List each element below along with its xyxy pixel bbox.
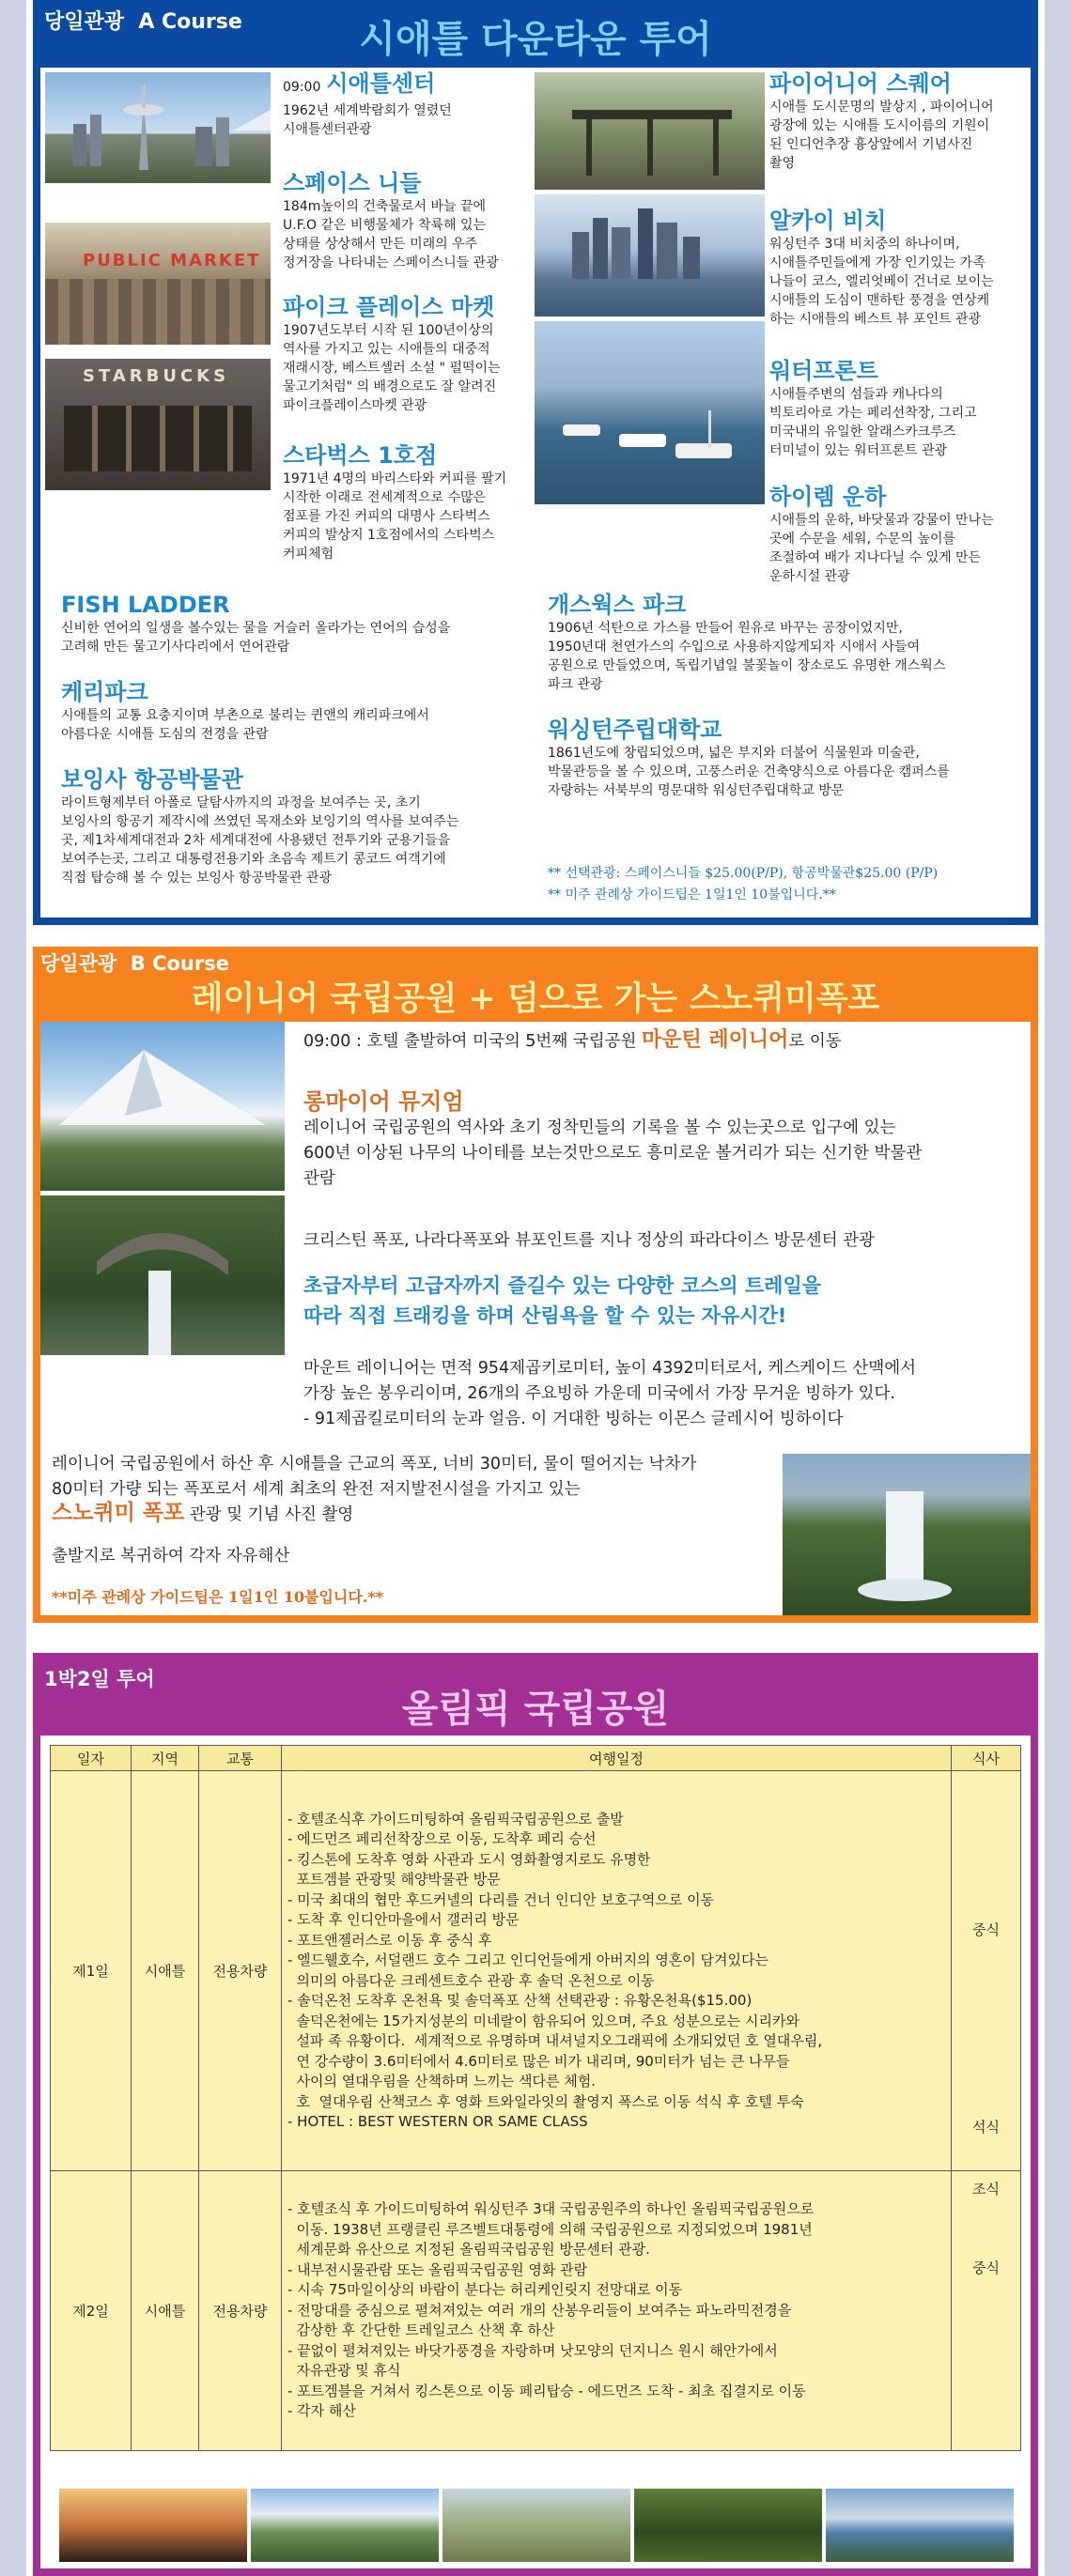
b-course-badge: 당일관광 B Course [40, 952, 229, 975]
day2-meal-breakfast: 조식 [972, 2181, 1000, 2198]
schedule-line: 세계문화 유산으로 지정된 올림픽국립공원 방문센터 관광. [287, 2241, 650, 2259]
kerry-park-desc: 시애틀의 교통 요충지이며 부촌으로 불리는 퀸앤의 캐리파크에서 아름다운 시애틀 도심의 전경을 관람 [61, 708, 429, 742]
uw-desc: 1861년도에 창립되었으며, 넓은 부지와 더불어 식물원과 미술관, 박물관등을 볼 수 있으며, 고풍스러운 건축양식으로 아름다운 캠퍼스를 자랑하는 서북부의 명문대학 워싱턴주립대학교 방문 [548, 746, 950, 798]
mount-rainier-photo [40, 1022, 285, 1191]
b-intro-line [303, 1027, 842, 1055]
longmire-museum-title: 롱마이어 뮤지엄 [303, 1088, 464, 1115]
schedule-line: - 에드먼즈 페리선착장으로 이동, 도착후 페리 승선 [287, 1830, 597, 1847]
day1-schedule [282, 1771, 952, 2171]
schedule-line: - 호텔조식 후 가이드미팅하여 워싱턴주 3대 국립공원주의 하나인 올림픽국립공원으로 [287, 2200, 815, 2218]
waterfront-title: 워터프론트 [769, 358, 878, 384]
day1-schedule-list [282, 1806, 951, 2136]
schedule-line: - 내부전시물관람 또는 올림픽국립공원 영화 관람 [287, 2260, 588, 2278]
boats-graphic [535, 321, 765, 504]
pioneer-square-photo [535, 72, 765, 190]
schedule-line: - 포트앤젤러스로 이동 후 중식 후 [287, 1931, 492, 1949]
c-course-section [33, 1653, 1038, 2576]
day1-region: 시애틀 [132, 1771, 199, 2171]
bridge-falls-graphic [40, 1195, 285, 1355]
trail-highlight: 초급자부터 고급자까지 즐길수 있는 다양한 코스의 트레일을 따라 직접 트래킹을 하며 산림욕을 할 수 있는 자유시간! [303, 1274, 822, 1327]
day2-schedule [282, 2171, 952, 2451]
schedule-line: 감상한 후 간단한 트레일코스 산책 후 하산 [287, 2321, 555, 2339]
seattle-center-desc: 1962년 세계박람회가 열렸던 시애틀센터관광 [283, 103, 452, 137]
starbucks-desc: 1971년 4명의 바리스타와 커피를 팔기 시작한 이래로 전세계적으로 수많은 점포를 가진 커피의 대명사 스타벅스 커피의 발상지 1호점에서의 스타벅스 커피체험 [283, 471, 507, 562]
table-row [51, 2171, 1021, 2451]
schedule-line: 의미의 아름다운 크레센트호수 관광 후 솔덕 온천으로 이동 [287, 1971, 655, 1989]
schedule-line: - 솔덕온천 도착후 온천욕 및 솔덕폭포 산책 선택관광 : 유황온천욕($15.00) [287, 1992, 753, 2009]
starbucks-sign: STARBUCKS [83, 366, 230, 386]
day2-meal-lunch: 중식 [972, 2260, 1000, 2276]
schedule-line: 연 강수량이 3.6미터에서 4.6미터로 많은 비가 내리며, 90미터가 넘는 큰 나무들 [287, 2052, 790, 2070]
schedule-line: 사이의 열대우림을 산책하며 느끼는 색다른 체험. [287, 2073, 596, 2090]
space-needle-item [283, 169, 532, 272]
pike-market-desc: 1907년도부터 시작 된 100년이상의 역사를 가지고 있는 시애틀의 대중적 재래시장, 베스트셀러 소설 " 펄떡이는 물고기처럼" 의 배경으로도 잘 알려진 파이크플레이스마켓 관광 [283, 323, 501, 413]
day1-transport: 전용차량 [199, 1771, 282, 2171]
deer-photo [442, 2489, 630, 2562]
schedule-line: 포트겜블 관광및 해양박물관 방문 [287, 1871, 501, 1888]
rainier-desc: 마운트 레이니어는 면적 954제곱키로미터, 높이 4392미터로서, 케스케이드 산맥에서 가장 높은 봉우리이며, 26개의 주요빙하 가운데 미국에서 가장 무거운 빙하가 있다. - 91제곱킬로미터의 눈과 얼음. 이 거대한 빙하는 이몬스 글레시어 빙하이다 [303, 1359, 917, 1428]
space-needle-desc: 184m높이의 건축물로서 바늘 끝에 U.F.O 같은 비행물체가 착륙해 있는 상태를 상상해서 만든 미래의 우주 정거장을 나타내는 스페이스니들 관광 [283, 199, 499, 270]
schedule-line: 솔덕온천에는 15가지성분의 미네랄이 함유되어 있으며, 주요 성분으로는 시리카와 [287, 2012, 799, 2029]
col-transport-header: 교통 [199, 1746, 282, 1771]
col-day-header: 일자 [51, 1746, 132, 1771]
boeing-museum-title: 보잉사 항공박물관 [61, 766, 243, 793]
gas-works-title: 개스웍스 파크 [548, 592, 687, 618]
itinerary-table [50, 1745, 1021, 2451]
schedule-line: - 도착 후 인디안마을에서 갤러리 방문 [287, 1911, 520, 1928]
b-intro-time: 09:00 : 호텔 출발하여 미국의 5번째 국립공원 [303, 1032, 642, 1051]
starbucks-title: 스타벅스 1호점 [283, 442, 438, 469]
a-course-title: 시애틀 다운타운 투어 [359, 17, 712, 61]
a-course-section [33, 0, 1038, 925]
c-course-title: 올림픽 국립공원 [401, 1687, 670, 1731]
city-skyline-graphic [535, 194, 765, 316]
skyline-graphic [45, 72, 271, 183]
fish-ladder-item [61, 591, 550, 656]
schedule-line: 호 열대우림 산책코스 후 영화 트와일라잇의 촬영지 폭스로 이동 석식 후 호텔 투숙 [287, 2092, 804, 2110]
pike-market-title: 파이크 플레이스 마켓 [283, 294, 495, 320]
seattle-center-title: 시애틀센터 [326, 70, 436, 97]
kerry-park-item [61, 678, 550, 744]
space-needle-title: 스페이스 니들 [283, 170, 422, 196]
left-rail [0, 0, 26, 2576]
uw-title: 워싱턴주립대학교 [548, 717, 722, 743]
mountain-meadow-photo [251, 2489, 439, 2562]
day1-meal-dinner: 석식 [972, 2119, 1000, 2136]
snoqualmie-highlight: 스노퀴미 폭포 [52, 1501, 185, 1525]
pike-market-photo [45, 223, 271, 345]
schedule-line: - 포트겜블을 거쳐서 킹스톤으로 이동 페리탑승 - 에드먼즈 도착 - 최초 집결지로 이동 [287, 2382, 806, 2399]
pioneer-square-desc: 시애틀 도시문명의 발상지 , 파이어니어 광장에 있는 시애틀 도시이름의 기원이 된 인디언추장 흉상앞에서 기념사진 촬영 [769, 100, 994, 171]
c-course-badge: 1박2일 투어 [44, 1668, 155, 1690]
day1-label: 제1일 [51, 1771, 132, 2171]
falls-line: 크리스틴 폭포, 나라다폭포와 뷰포인트를 지나 정상의 파라다이스 방문센터 관광 [303, 1231, 875, 1250]
olympic-photo-strip [59, 2489, 1014, 2562]
c-course-body [40, 1735, 1031, 2568]
gas-works-item [548, 591, 1027, 694]
day1-meal-lunch: 중식 [972, 1921, 1000, 1938]
schedule-line: 이동. 1938년 프랭클린 루즈벨트대통령에 의해 국립공원으로 지정되었으며 1981년 [287, 2220, 813, 2238]
ballard-locks-desc: 시애틀의 운하, 바닷물과 강물이 만나는 곳에 수문을 세워, 수문의 높이를 조절하여 배가 지나다닐 수 있게 만든 운하시설 관광 [769, 513, 994, 584]
mount-rainier-highlight: 마운틴 레이니어 [641, 1028, 789, 1052]
space-needle-photo [45, 72, 271, 183]
pike-market-item [283, 293, 532, 415]
b-course-body [40, 1022, 1031, 1615]
beach-sunset-photo [59, 2489, 247, 2562]
table-header-row [51, 1746, 1021, 1771]
uw-item [548, 716, 1027, 800]
b-intro-tail: 로 이동 [788, 1032, 842, 1051]
schedule-line: - 킹스톤에 도착후 영화 사관과 도시 영화촬영지로도 유명한 [287, 1850, 651, 1868]
longmire-museum-desc: 레이니어 국립공원의 역사와 초기 정착민들의 기록을 볼 수 있는곳으로 입구에 있는 600년 이상된 나무의 나이테를 보는것만으로도 흥미로운 볼거리가 되는 신기한 박물관 관람 [303, 1118, 923, 1188]
schedule-line: - 엘드웰호수, 서덜랜드 호수 그리고 인디언들에게 아버지의 영혼이 담겨있다는 [287, 1951, 769, 1968]
b-course-title: 레이니어 국립공원 + 덤으로 가는 스노퀴미폭포 [191, 979, 880, 1018]
kerry-park-title: 케리파크 [61, 679, 148, 705]
day2-transport: 전용차량 [199, 2171, 282, 2451]
rain-forest-photo [634, 2489, 822, 2562]
waterfront-item [769, 357, 1032, 460]
waterfall-graphic [783, 1454, 1031, 1615]
fish-ladder-title: FISH LADDER [61, 592, 230, 618]
schedule-line: - 전망대를 중심으로 펼쳐져있는 여러 개의 산봉우리들이 보여주는 파노라믹전경을 [287, 2301, 792, 2319]
alki-beach-photo [535, 194, 765, 316]
alki-beach-desc: 워싱턴주 3대 비치중의 하나이며, 시애틀주민들에게 가장 인기있는 가족 나들이 코스, 엘리엇베이 건너로 보이는 시애틀의 도심이 맨하탄 풍경을 연상케 하는 시애틀의 베스트 뷰 포인트 관광 [769, 237, 994, 327]
a-tip-note: ** 미주 관례상 가이드팁은 1일1인 10불입니다.** [548, 887, 836, 902]
table-row [51, 1771, 1021, 2171]
boeing-museum-item [61, 765, 550, 887]
boeing-museum-desc: 라이트형제부터 아폴로 달탐사까지의 과정을 보여주는 곳, 초기 보잉사의 항공기 제작시에 쓰였던 목재소와 보잉기의 역사를 보여주는 곳, 제1차세계대전과 2차 세계대전에 사용됐던 전투기와 군용기들을 보여주는곳, 그리고 대통령전용기와 초음속 제트기 콩코드 여객기에 직접 탑승해 볼 수 있는 보잉사 항공박물관 관광 [61, 795, 459, 886]
mountain-graphic [40, 1022, 285, 1191]
seattle-center-time: 09:00 [283, 80, 321, 95]
schedule-line: - 끝없이 펼쳐져있는 바닷가풍경을 자랑하며 낫모양의 던지니스 원시 해안가에서 [287, 2341, 778, 2359]
b-course-section [33, 947, 1038, 1623]
right-rail [1045, 0, 1071, 2576]
b-tip-note: **미주 관례상 가이드팁은 1일1인 10불입니다.** [52, 1588, 384, 1606]
day2-meals [952, 2171, 1021, 2451]
day2-schedule-list [282, 2196, 951, 2426]
col-region-header: 지역 [132, 1746, 199, 1771]
a-course-badge: 당일관광 A Course [44, 10, 242, 34]
waterfront-desc: 시애틀주변의 섬들과 캐나다의 빅토리아로 가는 페리선착장, 그리고 미국내의 유일한 알래스카크루즈 터미널이 있는 워터프론트 관광 [769, 387, 977, 458]
christine-falls-photo [40, 1195, 285, 1355]
snoqualmie-line [52, 1501, 353, 1528]
ballard-locks-title: 하이렘 운하 [769, 484, 887, 510]
pioneer-square-title: 파이어니어 스퀘어 [769, 70, 952, 97]
pioneer-square-item [769, 69, 1032, 173]
ballard-locks-item [769, 483, 1032, 586]
schedule-line: 자유관광 및 휴식 [287, 2362, 401, 2380]
starbucks-item [283, 441, 532, 563]
snoqualmie-falls-photo [783, 1454, 1031, 1615]
fish-ladder-desc: 신비한 연어의 일생을 볼수있는 물을 거슬러 올라가는 연어의 습성을 고려해 만든 물고기사다리에서 연어관람 [61, 621, 451, 655]
schedule-line: 설파 족 유황이다. 세계적으로 유명하며 내셔널지오그래픽에 소개되었던 호 열대우림, [287, 2032, 823, 2049]
day2-label: 제2일 [51, 2171, 132, 2451]
schedule-line: - 미국 최대의 협만 후드커넬의 다리를 건너 인디안 보호구역으로 이동 [287, 1890, 715, 1908]
col-meals-header: 식사 [952, 1746, 1021, 1771]
schedule-line: - 각자 해산 [287, 2402, 356, 2420]
longmire-museum-item [303, 1087, 1027, 1192]
alki-beach-title: 알카이 비치 [769, 208, 887, 234]
optional-tour-note: ** 선택관광: 스페이스니들 $25.00(P/P), 항공박물관$25.00 (P/P) [548, 866, 939, 881]
day2-region: 시애틀 [132, 2171, 199, 2451]
alki-beach-item [769, 207, 1032, 329]
return-line: 출발지로 복귀하여 각자 자유해산 [52, 1547, 290, 1566]
gas-works-desc: 1906년 석탄으로 가스를 만들어 원유로 바꾸는 공장이었지만, 1950년대 천연가스의 수입으로 사용하지않게되자 시애서 사들여 공원으로 만들었으며, 독립기념일 불꽃놀이 장소로도 유명한 개스웍스 파크 관광 [548, 621, 946, 692]
schedule-line: - HOTEL : BEST WESTERN OR SAME CLASS [287, 2113, 588, 2130]
seattle-center-item [283, 69, 522, 139]
schedule-line: - 호텔조식후 가이드미팅하여 올림픽국립공원으로 출발 [287, 1810, 624, 1828]
waterfront-photo [535, 321, 765, 504]
col-schedule-header: 여행일정 [282, 1746, 952, 1771]
pergola-graphic [535, 72, 765, 190]
public-market-sign: PUBLIC MARKET [83, 251, 261, 270]
day1-meals [952, 1771, 1021, 2171]
a-course-body [40, 68, 1031, 918]
snoqualmie-tail: 관광 및 기념 사진 촬영 [184, 1505, 354, 1524]
starbucks-photo [45, 359, 271, 490]
alpine-lake-photo [826, 2489, 1014, 2562]
schedule-line: - 시속 75마일이상의 바람이 분다는 허리케인릿지 전망대로 이동 [287, 2281, 683, 2299]
snoqualmie-desc: 레이니어 국립공원에서 하산 후 시애틀을 근교의 폭포, 너비 30미터, 물이 떨어지는 낙차가 80미터 가량 되는 폭포로서 세계 최초의 완전 저지발전시설을 가지고 있는 [52, 1455, 697, 1499]
